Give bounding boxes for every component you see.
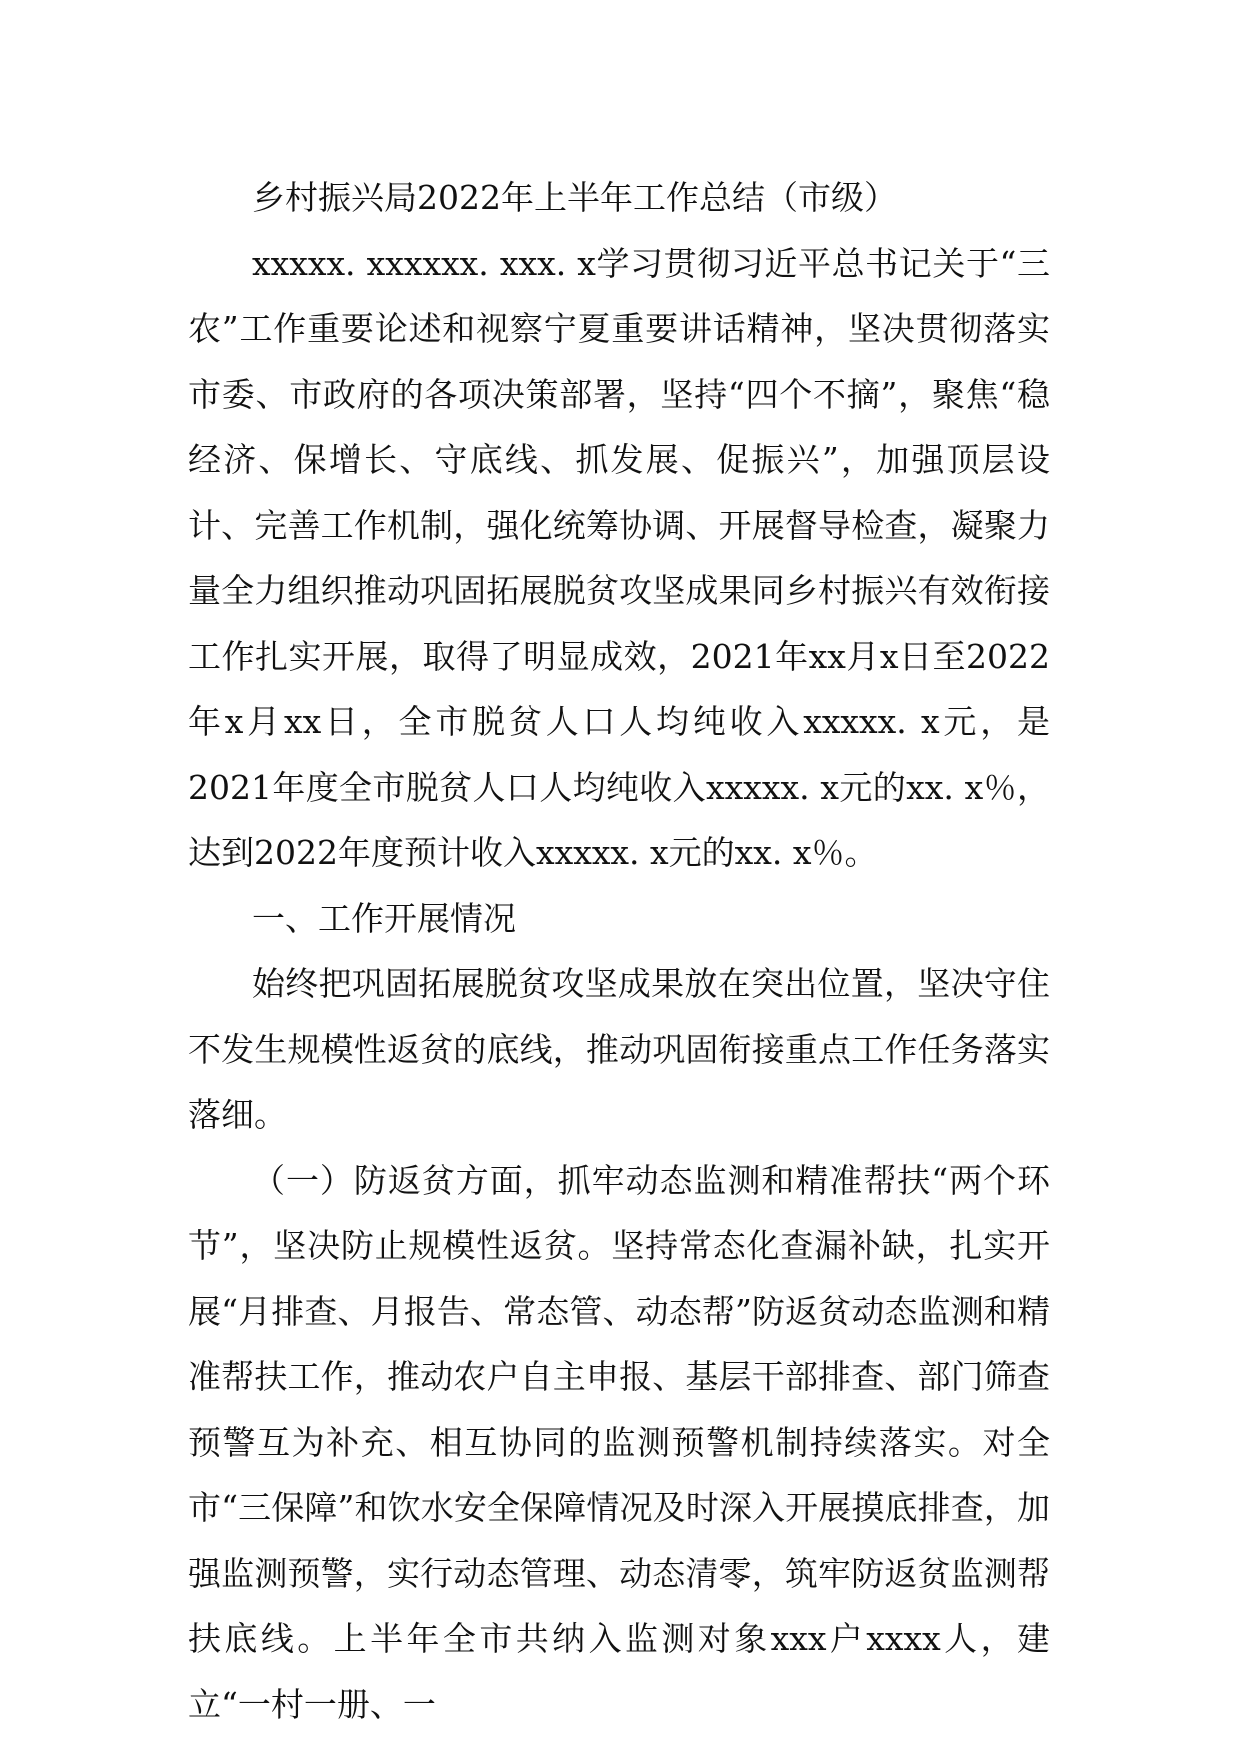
document-title: 乡村振兴局2022年上半年工作总结（市级） [252, 178, 897, 217]
subsection-paragraph: （一）防返贫方面，抓牢动态监测和精准帮扶“两个环节”，坚决防止规模性返贫。坚持常态化查漏补缺，扎实开展“月排查、月报告、常态管、动态帮”防返贫动态监测和精准帮扶工作，推动农户自主申报、基层干部排查、部门筛查预警互为补充、相互协同的监测预警机制持续落实。对全市“三保障”和饮水安全保障情况及时深入开展摸底排查，加强监测预警，实行动态管理、动态清零，筑牢防返贫监测帮扶底线。上半年全市共纳入监测对象xxx户xxxx人，建立“一村一册、一 [188, 1160, 1050, 1724]
section-paragraph: 始终把巩固拓展脱贫攻坚成果放在突出位置，坚决守住不发生规模性返贫的底线，推动巩固衔接重点工作任务落实落细。 [188, 964, 1050, 1134]
section-heading: 一、工作开展情况 [252, 898, 516, 938]
document-body [188, 165, 1050, 1737]
intro-paragraph: xxxxx. xxxxxx. xxx. x学习贯彻习近平总书记关于“三农”工作重要论述和视察宁夏重要讲话精神，坚决贯彻落实市委、市政府的各项决策部署，坚持“四个不摘”，聚焦“稳经济、保增长、守底线、抓发展、促振兴”，加强顶层设计、完善工作机制，强化统筹协调、开展督导检查，凝聚力量全力组织推动巩固拓展脱贫攻坚成果同乡村振兴有效衔接工作扎实开展，取得了明显成效，2021年xx月x日至2022年x月xx日，全市脱贫人口人均纯收入xxxxx. x元，是2021年度全市脱贫人口人均纯收入xxxxx. x元的xx. x％，达到2022年度预计收入xxxxx. x元的xx. x％。 [188, 243, 1050, 872]
